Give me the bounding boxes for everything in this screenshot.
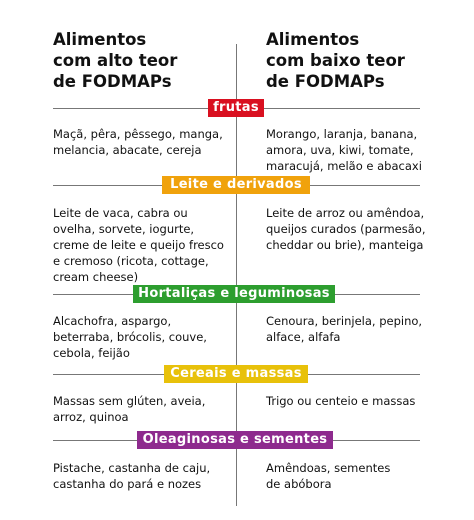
text-line: maracujá, melão e abacaxi <box>266 159 422 173</box>
category-badge-cereais: Cereais e massas <box>164 365 308 383</box>
high-fodmap-leite <box>53 205 224 285</box>
header-high-fodmap <box>53 29 177 92</box>
text-line: Massas sem glúten, aveia, <box>53 394 206 408</box>
text-line: Cenoura, berinjela, pepino, <box>266 314 423 328</box>
text-line: Morango, laranja, banana, <box>266 127 418 141</box>
header-low-line-1: Alimentos <box>266 30 360 49</box>
high-fodmap-cereais <box>53 393 205 425</box>
header-low-fodmap <box>266 29 405 92</box>
header-low-line-2: com baixo teor <box>266 51 405 70</box>
text-line: Leite de vaca, cabra ou <box>53 206 188 220</box>
category-badge-oleaginosas: Oleaginosas e sementes <box>137 431 333 449</box>
text-line: cebola, feijão <box>53 346 130 360</box>
text-line: amora, uva, kiwi, tomate, <box>266 143 414 157</box>
low-fodmap-frutas <box>266 126 422 174</box>
low-fodmap-oleaginosas <box>266 460 390 492</box>
text-line: Trigo ou centeio e massas <box>266 394 416 408</box>
header-high-line-1: Alimentos <box>53 30 147 49</box>
text-line: arroz, quinoa <box>53 410 129 424</box>
text-line: Alcachofra, aspargo, <box>53 314 172 328</box>
text-line: ovelha, sorvete, iogurte, <box>53 222 195 236</box>
header-low-line-3: de FODMAPs <box>266 72 385 91</box>
text-line: cream cheese) <box>53 270 139 284</box>
category-badge-leite: Leite e derivados <box>162 176 310 194</box>
high-fodmap-frutas <box>53 126 223 158</box>
text-line: alface, alfafa <box>266 330 341 344</box>
text-line: Leite de arroz ou amêndoa, <box>266 206 425 220</box>
text-line: e cremoso (ricota, cottage, <box>53 254 209 268</box>
low-fodmap-cereais <box>266 393 415 409</box>
text-line: melancia, abacate, cereja <box>53 143 202 157</box>
text-line: beterraba, brócolis, couve, <box>53 330 207 344</box>
category-badge-frutas: frutas <box>208 99 264 117</box>
category-badge-hortalicas: Hortaliças e leguminosas <box>133 285 335 303</box>
text-line: de abóbora <box>266 477 332 491</box>
text-line: Maçã, pêra, pêssego, manga, <box>53 127 223 141</box>
text-line: cheddar ou brie), manteiga <box>266 238 424 252</box>
text-line: creme de leite e queijo fresco <box>53 238 224 252</box>
text-line: queijos curados (parmesão, <box>266 222 426 236</box>
high-fodmap-oleaginosas <box>53 460 210 492</box>
high-fodmap-hortalicas <box>53 313 207 361</box>
text-line: Pistache, castanha de caju, <box>53 461 211 475</box>
low-fodmap-leite <box>266 205 425 253</box>
low-fodmap-hortalicas <box>266 313 422 345</box>
header-high-line-3: de FODMAPs <box>53 72 172 91</box>
text-line: Amêndoas, sementes <box>266 461 391 475</box>
header-high-line-2: com alto teor <box>53 51 178 70</box>
text-line: castanha do pará e nozes <box>53 477 202 491</box>
